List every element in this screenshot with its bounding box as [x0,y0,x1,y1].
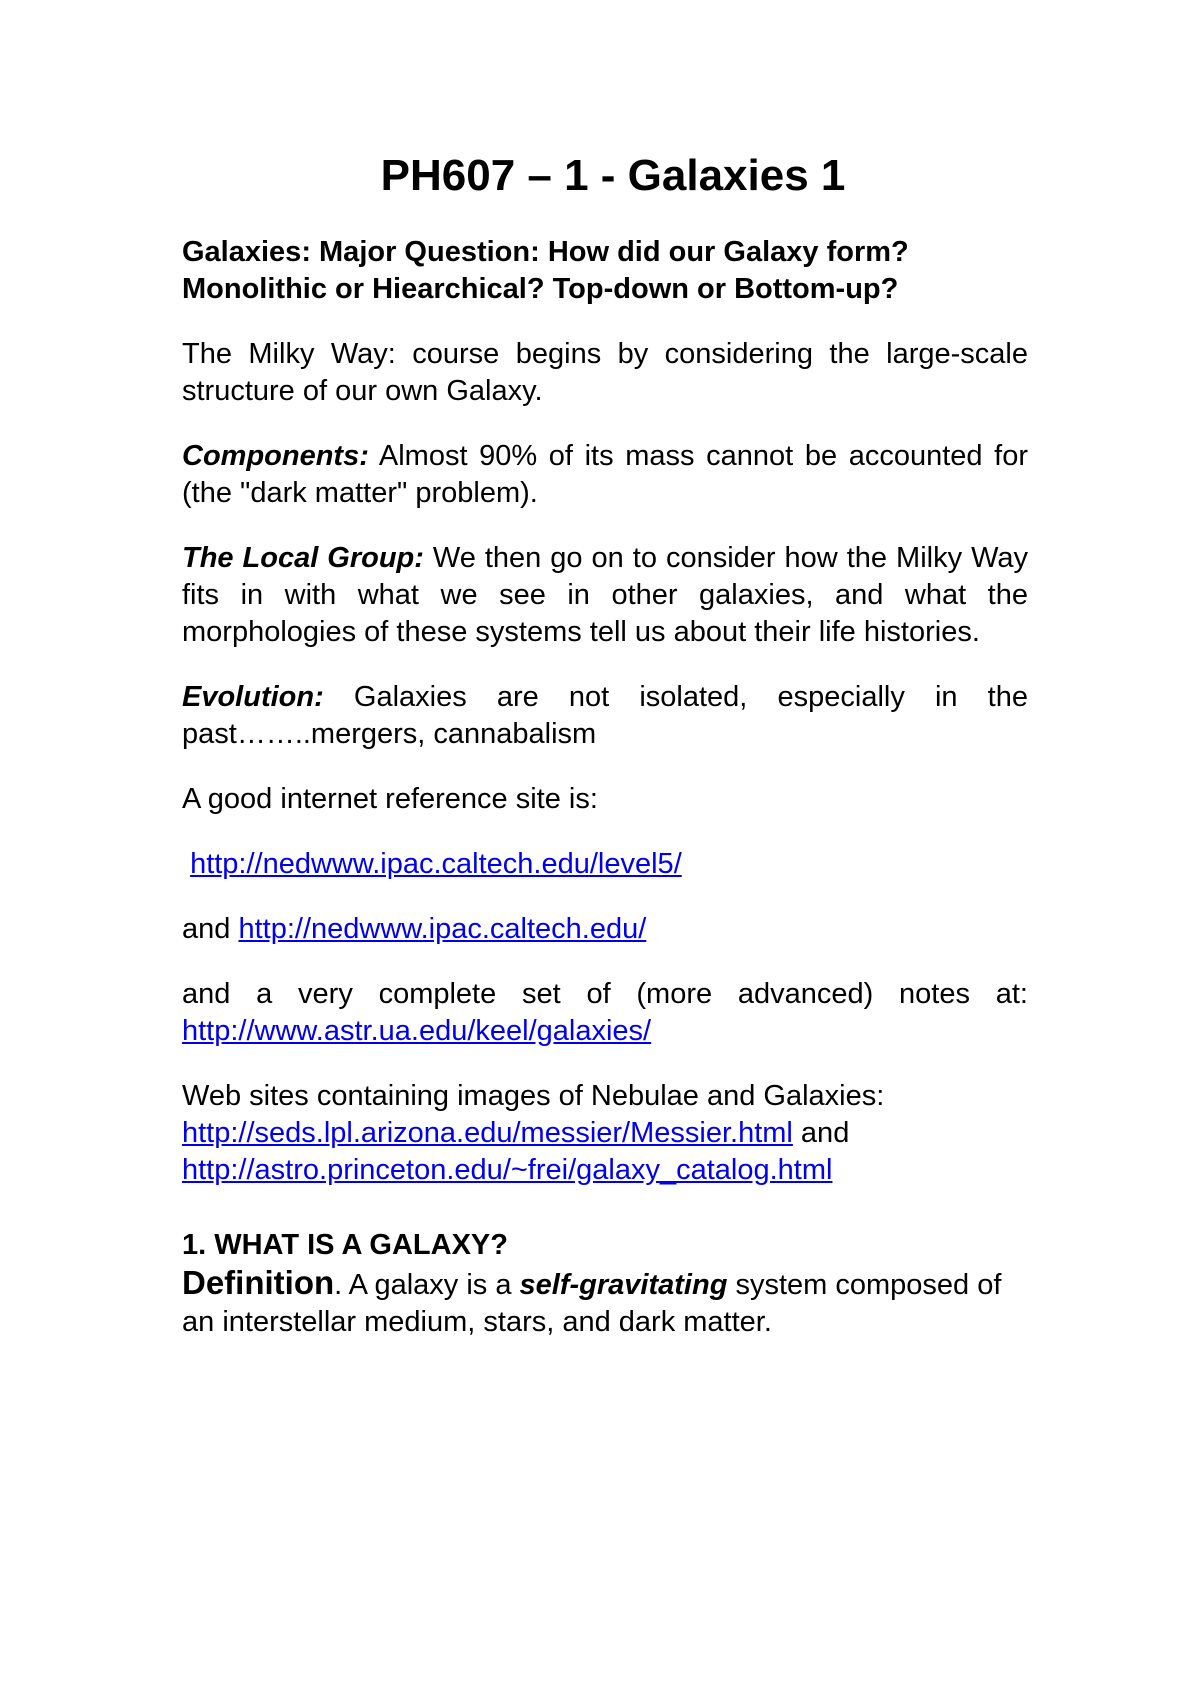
major-question-line-2: Monolithic or Hiearchical? Top-down or Bottom-up? [182,273,899,305]
images-link-1-line [182,1115,1028,1152]
definition-text-after: system composed of an interstellar medium, stars, and dark matter. [182,1269,1002,1338]
definition-text-before: . A galaxy is a [334,1269,520,1301]
components-paragraph [182,438,1028,512]
definition-label: Definition [182,1264,335,1301]
notes-intro: and a very complete set of (more advanced) notes at: [182,978,1028,1010]
major-question [182,234,1028,308]
images-and: and [792,1117,850,1149]
images-link-2-line [182,1152,1028,1189]
images-link-1[interactable]: http://seds.lpl.arizona.edu/messier/Messier.html [182,1117,793,1149]
local-group-text: We then go on to consider how the Milky Way fits in with what we see in other galaxies, and what the morphologies of these systems tell us about their life histories. [182,542,1028,648]
local-group-label: The Local Group: [182,542,424,574]
reference-link-1-line [182,846,1028,883]
reference-link-1[interactable]: http://nedwww.ipac.caltech.edu/level5/ [190,848,682,880]
milky-way-paragraph: The Milky Way: course begins by considering the large-scale structure of our own Galaxy. [182,338,1028,407]
page-title: PH607 – 1 - Galaxies 1 [380,151,846,200]
evolution-paragraph [182,679,1028,753]
images-paragraph [182,1078,1028,1189]
images-intro: Web sites containing images of Nebulae and Galaxies: [182,1080,885,1112]
images-link-2[interactable]: http://astro.princeton.edu/~frei/galaxy_catalog.html [182,1154,833,1186]
section-heading: 1. WHAT IS A GALAXY? [182,1229,508,1261]
reference-intro: A good internet reference site is: [182,783,598,815]
evolution-label: Evolution: [182,681,324,713]
document-page [182,150,1028,1369]
reference-link-2-line [182,911,1028,948]
reference-link-2[interactable]: http://nedwww.ipac.caltech.edu/ [238,913,647,945]
components-text: Almost 90% of its mass cannot be accounted for (the "dark matter" problem). [182,440,1028,509]
notes-link[interactable]: http://www.astr.ua.edu/keel/galaxies/ [182,1015,652,1047]
and-word: and [182,913,239,945]
notes-paragraph [182,976,1028,1050]
major-question-line-1: Galaxies: Major Question: How did our Galaxy form? [182,236,909,268]
definition-paragraph [182,1264,1028,1341]
definition-emphasis: self-gravitating [519,1269,728,1301]
local-group-paragraph [182,540,1028,651]
evolution-text: Galaxies are not isolated, especially in the past……..mergers, cannabalism [182,681,1028,750]
components-label: Components: [182,440,369,472]
